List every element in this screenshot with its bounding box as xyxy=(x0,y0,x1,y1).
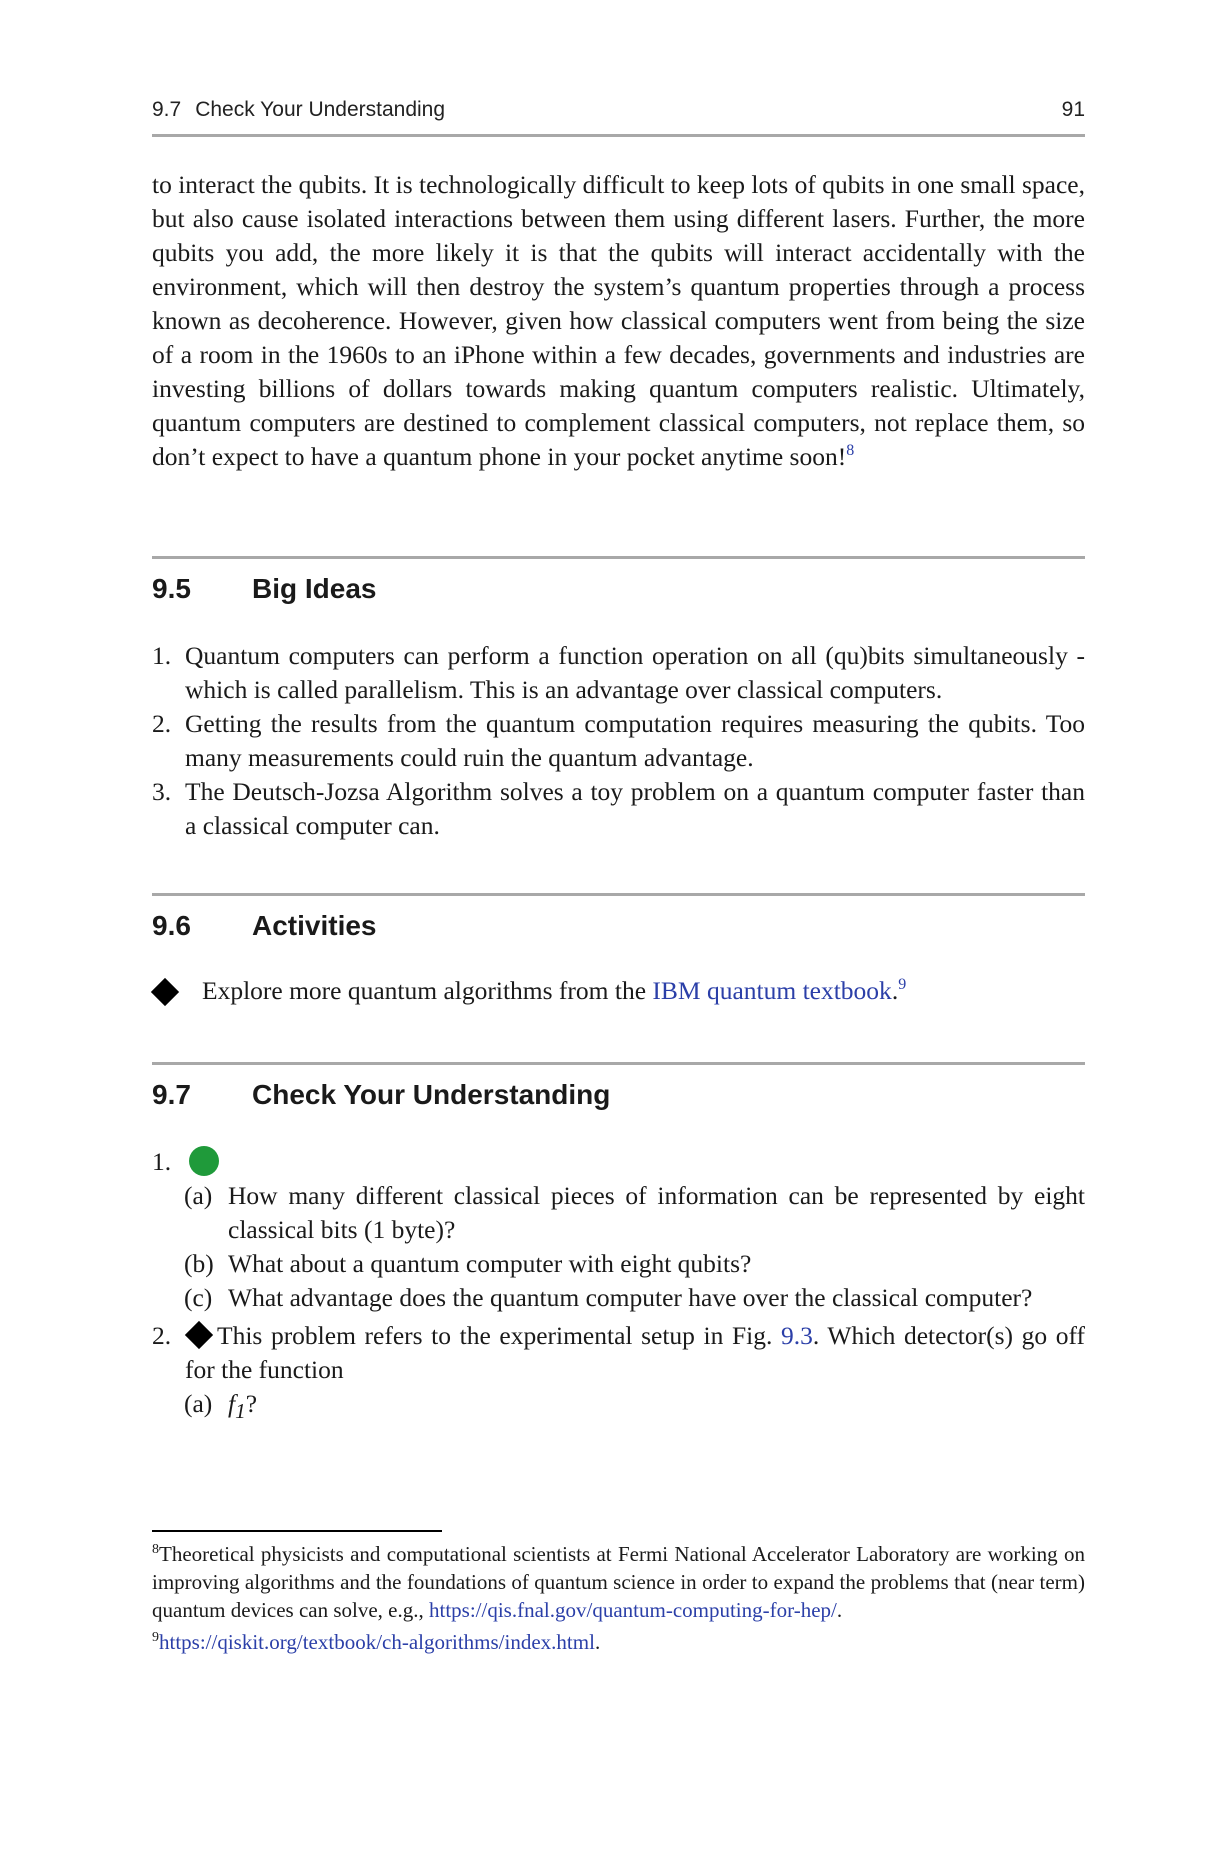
footnote-number: 8 xyxy=(152,1542,159,1557)
question-marker: 1. xyxy=(152,1147,172,1176)
section-number: 9.7 xyxy=(152,1079,191,1110)
footnote-suffix: . xyxy=(836,1598,843,1622)
footnote-ref-8[interactable]: 8 xyxy=(846,442,855,459)
list-item-text: Quantum computers can perform a function operation on all (qu)bits simultaneously - which is called parallelism. This is an advantage over classical computers. xyxy=(185,641,1085,704)
function-subscript: 1 xyxy=(235,1399,246,1424)
question-2-text-after: . Which detector(s) go off for the function xyxy=(185,1321,1085,1384)
running-header xyxy=(152,98,1085,128)
section-number: 9.6 xyxy=(152,910,191,941)
question-1-parts xyxy=(152,1179,1085,1315)
question-2-text: This problem refers to the experimental setup in Fig. xyxy=(217,1321,781,1350)
intro-paragraph xyxy=(152,168,1085,474)
page-number: 91 xyxy=(1061,98,1085,121)
running-header-section-number: 9.7 xyxy=(152,98,182,121)
list-marker: 1. xyxy=(152,641,172,670)
question-2-parts xyxy=(152,1387,1085,1428)
activity-suffix: . xyxy=(891,976,899,1005)
sub-question-suffix: ? xyxy=(245,1389,258,1418)
list-item xyxy=(152,707,1085,775)
list-item xyxy=(152,639,1085,707)
list-item-text: Getting the results from the quantum computation requires measuring the qubits. Too many measurements could ruin the quantum advantage. xyxy=(185,709,1085,772)
ibm-textbook-link[interactable]: IBM quantum textbook xyxy=(652,976,892,1005)
running-header-section xyxy=(152,98,445,122)
section-heading-activities xyxy=(152,910,1085,946)
section-rule xyxy=(152,556,1085,559)
header-rule xyxy=(152,134,1085,137)
footnote-suffix: . xyxy=(594,1630,601,1654)
fnal-link[interactable]: https://qis.fnal.gov/quantum-computing-for-hep/ xyxy=(429,1598,837,1622)
function-variable: f xyxy=(228,1389,236,1418)
sub-question xyxy=(152,1281,1085,1315)
big-ideas-list xyxy=(152,639,1085,843)
sub-question-text: How many different classical pieces of information can be represented by eight classical bits (1 byte)? xyxy=(228,1181,1085,1244)
qiskit-link[interactable]: https://qiskit.org/textbook/ch-algorithms/index.html xyxy=(159,1630,595,1654)
section-activities xyxy=(152,893,1085,1008)
footnote-rule xyxy=(152,1530,442,1532)
sub-question-text: What about a quantum computer with eight qubits? xyxy=(228,1249,752,1278)
sub-question xyxy=(152,1179,1085,1247)
sub-question-marker: (c) xyxy=(184,1283,213,1312)
section-title: Big Ideas xyxy=(252,573,377,604)
question-marker: 2. xyxy=(152,1321,172,1350)
section-rule xyxy=(152,1062,1085,1065)
footnote-text: Theoretical physicists and computational scientists at Fermi National Accelerator Laboratory are working on improving algorithms and the foundations of quantum science in order to expand the problems that (near term) quantum devices can solve, e.g., xyxy=(152,1542,1085,1622)
sub-question-marker: (b) xyxy=(184,1249,214,1278)
sub-question xyxy=(152,1387,1085,1428)
black-diamond-icon xyxy=(151,978,179,1006)
footnote-number: 9 xyxy=(152,1630,159,1645)
footnotes xyxy=(152,1540,1085,1660)
section-title: Activities xyxy=(252,910,377,941)
section-heading-check xyxy=(152,1079,1085,1115)
list-item-text: The Deutsch-Jozsa Algorithm solves a toy problem on a quantum computer faster than a classical computer can. xyxy=(185,777,1085,840)
list-marker: 3. xyxy=(152,777,172,806)
activity-text: Explore more quantum algorithms from the xyxy=(202,976,653,1005)
section-title: Check Your Understanding xyxy=(252,1079,611,1110)
figure-link[interactable]: 9.3 xyxy=(781,1321,813,1350)
list-item xyxy=(152,775,1085,843)
section-check-understanding xyxy=(152,1062,1085,1428)
list-marker: 2. xyxy=(152,709,172,738)
section-number: 9.5 xyxy=(152,573,191,604)
running-header-section-title: Check Your Understanding xyxy=(195,98,446,121)
question-2 xyxy=(152,1319,1085,1387)
black-diamond-icon xyxy=(185,1321,213,1349)
footnote-9 xyxy=(152,1628,1085,1656)
sub-question xyxy=(152,1247,1085,1281)
section-big-ideas xyxy=(152,556,1085,843)
sub-question-text: What advantage does the quantum computer have over the classical computer? xyxy=(228,1283,1033,1312)
section-rule xyxy=(152,893,1085,896)
intro-text: to interact the qubits. It is technologically difficult to keep lots of qubits in one small space, but also cause isolated interactions between them using different lasers. Further, the more qubits you add, the more likely it is that the qubits will interact accidentally with the environment, which will then destroy the system’s quantum properties through a process known as decoherence. However, given how classical computers went from being the size of a room in the 1960s to an iPhone within a few decades, governments and industries are investing billions of dollars towards making quantum computers realistic. Ultimately, quantum computers are destined to complement classical computers, not replace them, so don’t expect to have a quantum phone in your pocket anytime soon! xyxy=(152,170,1085,471)
footnote-ref-9[interactable]: 9 xyxy=(898,976,907,993)
sub-question-marker: (a) xyxy=(184,1389,213,1418)
footnote-8 xyxy=(152,1540,1085,1624)
question-1 xyxy=(152,1145,1085,1179)
sub-question-marker: (a) xyxy=(184,1181,213,1210)
activity-item xyxy=(152,974,1085,1008)
green-circle-icon xyxy=(189,1146,219,1176)
section-heading-big-ideas xyxy=(152,573,1085,609)
